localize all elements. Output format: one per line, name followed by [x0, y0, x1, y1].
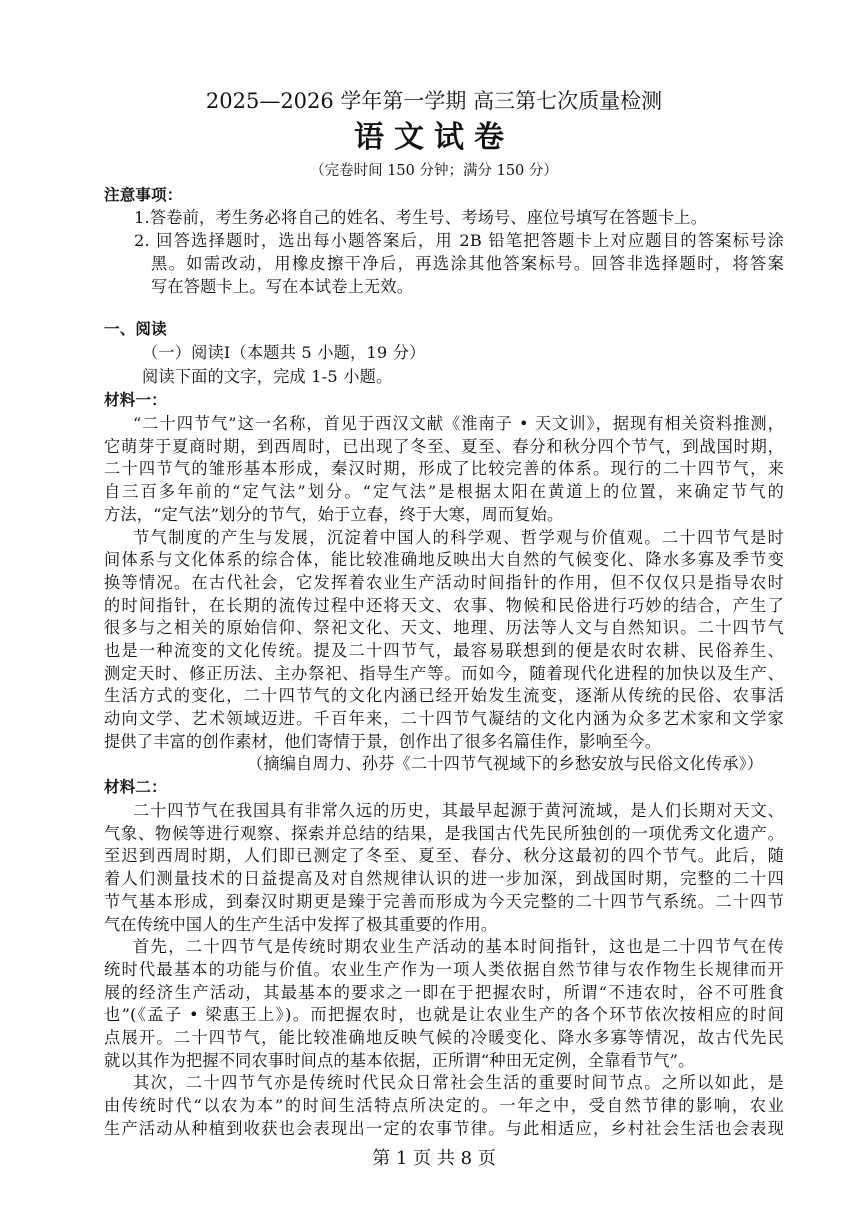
material-2-label: 材料二： [104, 778, 167, 796]
notice-item-2-cont: 写在答题卡上。写在本试卷上无效。 [151, 277, 414, 296]
time-note: （完卷时间 150 分钟；满分 150 分） [310, 163, 558, 179]
paragraph-line: 展的经济生产活动，其最基本的要求之一即在于把握农时，所谓“不违农时，谷不可胜食 [104, 982, 784, 1002]
page-title: 语文试卷 [354, 120, 514, 155]
paragraph-line: 着人们测量技术的日益提高及对自然规律认识的进一步加深，到战国时期，完整的二十四 [104, 869, 784, 889]
paragraph-line: 生产活动从种植到收获也会表现出一定的农事节律。与此相适应，乡村社会生活也会表现 [104, 1118, 784, 1138]
paragraph-line: 的时间指针，在长期的流传过程中还将天文、农事、物候和民俗进行巧妙的结合，产生了 [104, 595, 784, 615]
material-1-label: 材料一： [104, 391, 167, 409]
section-title: 一、阅读 [104, 320, 167, 338]
section-instruction: 阅读下面的文字，完成 1-5 小题。 [142, 367, 393, 386]
paragraph-line: 动向文学、艺术领域迈进。千百年来，二十四节气凝结的文化内涵为众多艺术家和文学家 [104, 709, 784, 729]
paragraph-line: 气象、物候等进行观察、探索并总结的结果，是我国古代先民所独创的一项优秀文化遗产。 [104, 823, 784, 843]
paragraph-line: 首先，二十四节气是传统时期农业生产活动的基本时间指针，这也是二十四节气在传 [133, 937, 784, 957]
paragraph-line: 换等情况。在古代社会，它发挥着农业生产活动时间指针的作用，但不仅仅只是指导农时 [104, 572, 784, 592]
paragraph-line: 点展开。二十四节气，能比较准确地反映气候的冷暖变化、降水多寡等情况，故古代先民 [104, 1028, 784, 1047]
paragraph-line: 间体系与文化体系的综合体，能比较准确地反映出大自然的气候变化、降水多寡及季节变 [104, 550, 784, 570]
section-subtitle: （一）阅读Ⅰ（本题共 5 小题，19 分） [142, 343, 426, 362]
notice-item-2: 2. 回答选择题时，选出每小题答案后，用 2B 铅笔把答题卡上对应题目的答案标号涂 [134, 231, 784, 250]
paragraph-line: 节气制度的产生与发展，沉淀着中国人的科学观、哲学观与价值观。二十四节气是时 [133, 527, 784, 547]
material-1-source: （摘编自周力、孙芬《二十四节气视域下的乡愁安放与民俗文化传承》） [247, 754, 764, 773]
paragraph-line: 其次，二十四节气亦是传统时代民众日常社会生活的重要时间节点。之所以如此，是 [133, 1073, 784, 1093]
paragraph-line: 也是一种流变的文化传统。提及二十四节气，最容易联想到的便是农时农耕、民俗养生、 [104, 641, 784, 660]
paragraph-line: 统时代最基本的功能与价值。农业生产作为一项人类依据自然节律与农作物生长规律而开 [104, 959, 784, 979]
paragraph-line: 二十四节气的雏形基本形成，秦汉时期，形成了比较完善的体系。现行的二十四节气，来 [104, 459, 784, 479]
paragraph-line: “二十四节气”这一名称，首见于西汉文献《淮南子 • 天文训》，据现有相关资料推测， [133, 414, 784, 433]
paragraph-line: 提供了丰富的创作素材，他们寄情于景，创作出了很多名篇佳作，影响至今。 [104, 731, 662, 751]
paragraph-line: 生活方式的变化，二十四节气的文化内涵已经开始发生流变，逐渐从传统的民俗、农事活 [104, 686, 784, 706]
paragraph-line: 气在传统中国人的生产生活中发挥了极其重要的作用。 [104, 914, 498, 934]
paragraph-line: 就以其作为把握不同农事时间点的基本依据，正所谓“种田无定例，全靠看节气”。 [104, 1050, 695, 1070]
paragraph-line: 方法，“定气法”划分的节气，始于立春，终于大寒，周而复始。 [104, 504, 564, 524]
notice-title: 注意事项： [104, 186, 183, 204]
exam-header: 2025—2026 学年第一学期 高三第七次质量检测 [205, 89, 663, 113]
paragraph-line: 由传统时代“以农为本”的时间生活特点所决定的。一年之中，受自然节律的影响，农业 [104, 1096, 784, 1116]
notice-item-2-cont: 黑。如需改动，用橡皮擦干净后，再选涂其他答案标号。回答非选择题时，将答案 [151, 254, 784, 273]
paragraph-line: 二十四节气在我国具有非常久远的历史，其最早起源于黄河流域，是人们长期对天文、 [133, 801, 784, 820]
paragraph-line: 它萌芽于夏商时期，到西周时，已出现了冬至、夏至、春分和秋分四个节气，到战国时期， [104, 436, 784, 456]
notice-item-1: 1.答卷前，考生务必将自己的姓名、考生号、考场号、座位号填写在答题卡上。 [134, 208, 708, 227]
paragraph-line: 也”(《孟子 • 梁惠王上》)。而把握农时，也就是让农业生产的各个环节依次按相应的时间 [104, 1005, 784, 1025]
paragraph-line: 测定天时、修正历法、主办祭祀、指导生产等。而如今，随着现代化进程的加快以及生产、 [104, 663, 784, 683]
paragraph-line: 至迟到西周时期，人们即已测定了冬至、夏至、春分、秋分这最初的四个节气。此后，随 [104, 846, 784, 866]
paragraph-line: 很多与之相关的原始信仰、祭祀文化、天文、地理、历法等人文与自然知识。二十四节气 [104, 618, 784, 638]
paragraph-line: 节气基本形成，到秦汉时期更是臻于完善而形成为今天完整的二十四节气系统。二十四节 [104, 891, 784, 911]
page-number: 第 1 页 共 8 页 [372, 1148, 496, 1169]
paragraph-line: 自三百多年前的“定气法”划分。“定气法”是根据太阳在黄道上的位置，来确定节气的 [104, 482, 784, 502]
